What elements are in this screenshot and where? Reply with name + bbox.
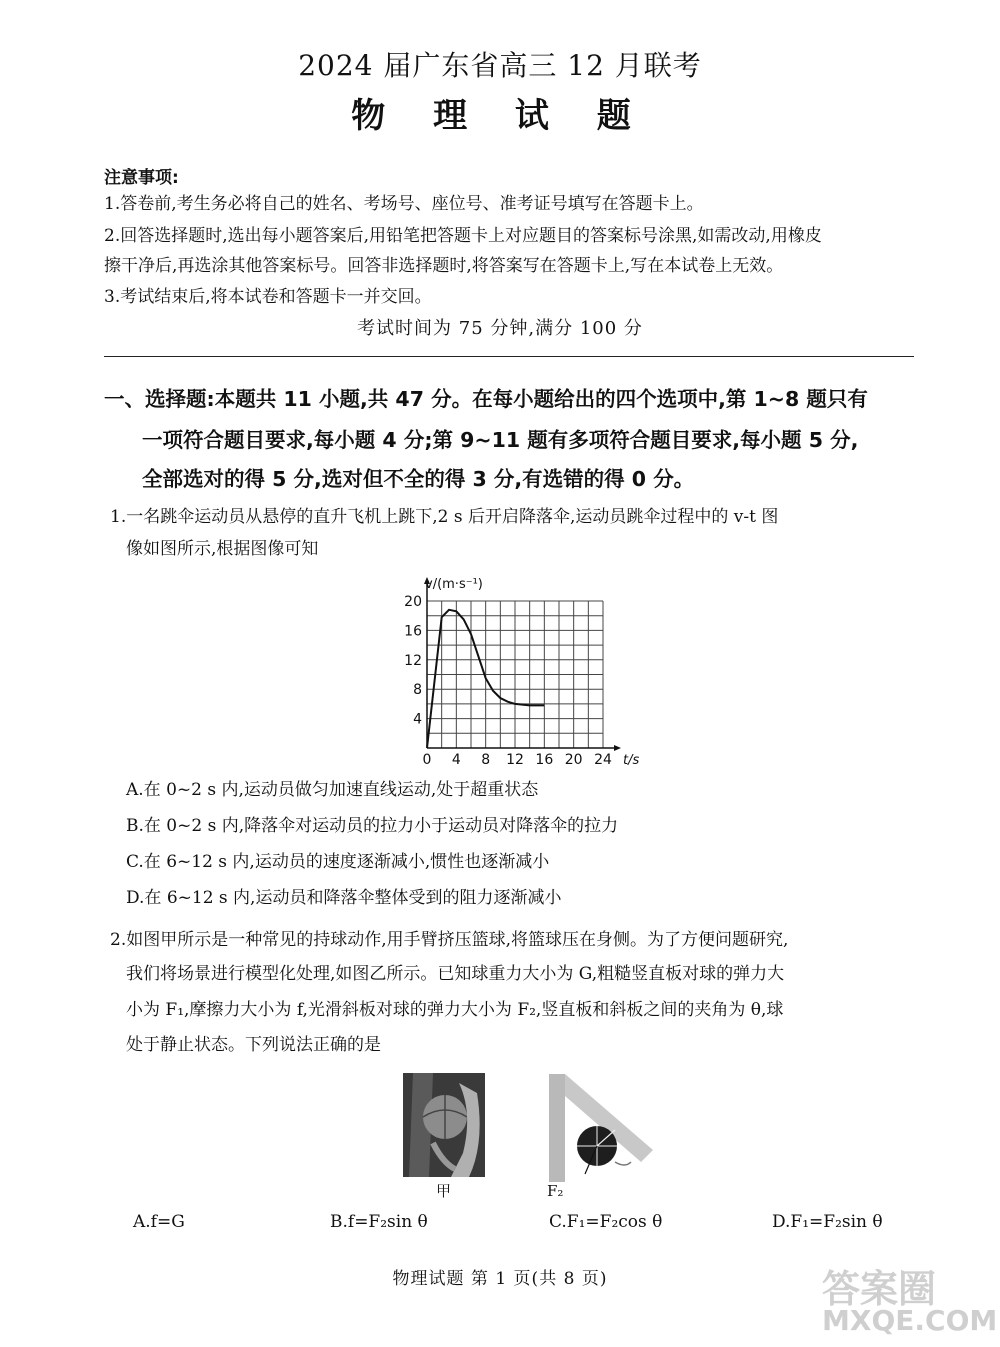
notes-item: 3.考试结束后,将本试卷和答题卡一并交回。	[104, 287, 432, 307]
x-axis-label: t/s	[623, 753, 640, 768]
x-tick-label: 16	[535, 752, 554, 768]
q1-option-c: C.在 6~12 s 内,运动员的速度逐渐减小,惯性也逐渐减小	[126, 852, 550, 872]
notes-heading: 注意事项:	[104, 168, 179, 188]
force-label-f2: F₂	[547, 1182, 564, 1200]
chart-axes	[424, 577, 621, 751]
q1-option-d: D.在 6~12 s 内,运动员和降落伞整体受到的阻力逐渐减小	[126, 888, 562, 908]
q2-option-d: D.F₁=F₂sin θ	[772, 1212, 883, 1232]
section-heading: 一、选择题:本题共 11 小题,共 47 分。在每小题给出的四个选项中,第 1~8 题只有	[104, 387, 868, 411]
q2-stem-line: 我们将场景进行模型化处理,如图乙所示。已知球重力大小为 G,粗糙竖直板对球的弹力大	[126, 964, 785, 984]
q1-stem: 1.一名跳伞运动员从悬停的直升飞机上跳下,2 s 后开启降落伞,运动员跳伞过程中的 v-t 图	[110, 507, 779, 527]
figure-a-caption: 甲	[436, 1182, 452, 1200]
notes-item: 1.答卷前,考生务必将自己的姓名、考场号、座位号、准考证号填写在答题卡上。	[104, 194, 704, 214]
figure-b-diagram	[545, 1070, 657, 1200]
x-tick-label: 20	[564, 752, 583, 768]
notes-item: 2.回答选择题时,选出每小题答案后,用铅笔把答题卡上对应题目的答案标号涂黑,如需改动,用橡皮	[104, 226, 822, 246]
q2-stem: 2.如图甲所示是一种常见的持球动作,用手臂挤压篮球,将篮球压在身侧。为了方便问题研究,	[110, 930, 789, 950]
y-tick-label: 20	[404, 594, 422, 610]
x-tick-label: 12	[506, 752, 524, 768]
q1-stem-line: 像如图所示,根据图像可知	[126, 539, 319, 559]
y-tick-label: 4	[413, 711, 422, 728]
watermark-logo: 答案圈	[822, 1267, 937, 1311]
q2-option-a: A.f=G	[133, 1212, 185, 1232]
exam-title: 2024 届广东省高三 12 月联考	[298, 49, 702, 82]
watermark-site: MXQE.COM	[822, 1304, 998, 1337]
section-heading-line: 全部选对的得 5 分,选对但不全的得 3 分,有选错的得 0 分。	[142, 467, 695, 491]
q2-stem-line: 小为 F₁,摩擦力大小为 f,光滑斜板对球的弹力大小为 F₂,竖直板和斜板之间的夹角为 θ,球	[126, 1000, 784, 1020]
exam-time: 考试时间为 75 分钟,满分 100 分	[357, 318, 643, 339]
y-axis-label: v/(m·s⁻¹)	[425, 577, 483, 592]
q1-option-a: A.在 0~2 s 内,运动员做匀加速直线运动,处于超重状态	[126, 780, 539, 800]
x-tick-label: 24	[594, 752, 612, 768]
q2-option-b: B.f=F₂sin θ	[330, 1212, 428, 1232]
figure-a-photo	[403, 1073, 485, 1177]
q1-option-b: B.在 0~2 s 内,降落伞对运动员的拉力小于运动员对降落伞的拉力	[126, 816, 619, 836]
y-tick-label: 16	[404, 623, 422, 640]
vt-chart	[395, 572, 645, 772]
q2-option-c: C.F₁=F₂cos θ	[549, 1212, 663, 1232]
x-tick-label: 0	[422, 752, 432, 768]
basketball-photo-icon	[403, 1073, 485, 1177]
y-tick-label: 12	[404, 652, 422, 669]
y-tick-label: 8	[413, 682, 422, 699]
x-tick-label: 4	[451, 752, 461, 768]
x-axis-arrow-icon	[614, 745, 621, 751]
section-heading-line: 一项符合题目要求,每小题 4 分;第 9~11 题有多项符合题目要求,每小题 5 分,	[142, 428, 859, 452]
x-tick-label: 8	[481, 752, 491, 768]
q2-stem-line: 处于静止状态。下列说法正确的是	[126, 1035, 381, 1055]
page-footer: 物理试题 第 1 页(共 8 页)	[392, 1269, 608, 1289]
subject-title: 物 理 试 题	[351, 96, 649, 136]
chart-grid	[427, 601, 603, 748]
divider	[104, 356, 914, 357]
notes-item: 擦干净后,再选涂其他答案标号。回答非选择题时,将答案写在答题卡上,写在本试卷上无效。	[104, 256, 784, 276]
